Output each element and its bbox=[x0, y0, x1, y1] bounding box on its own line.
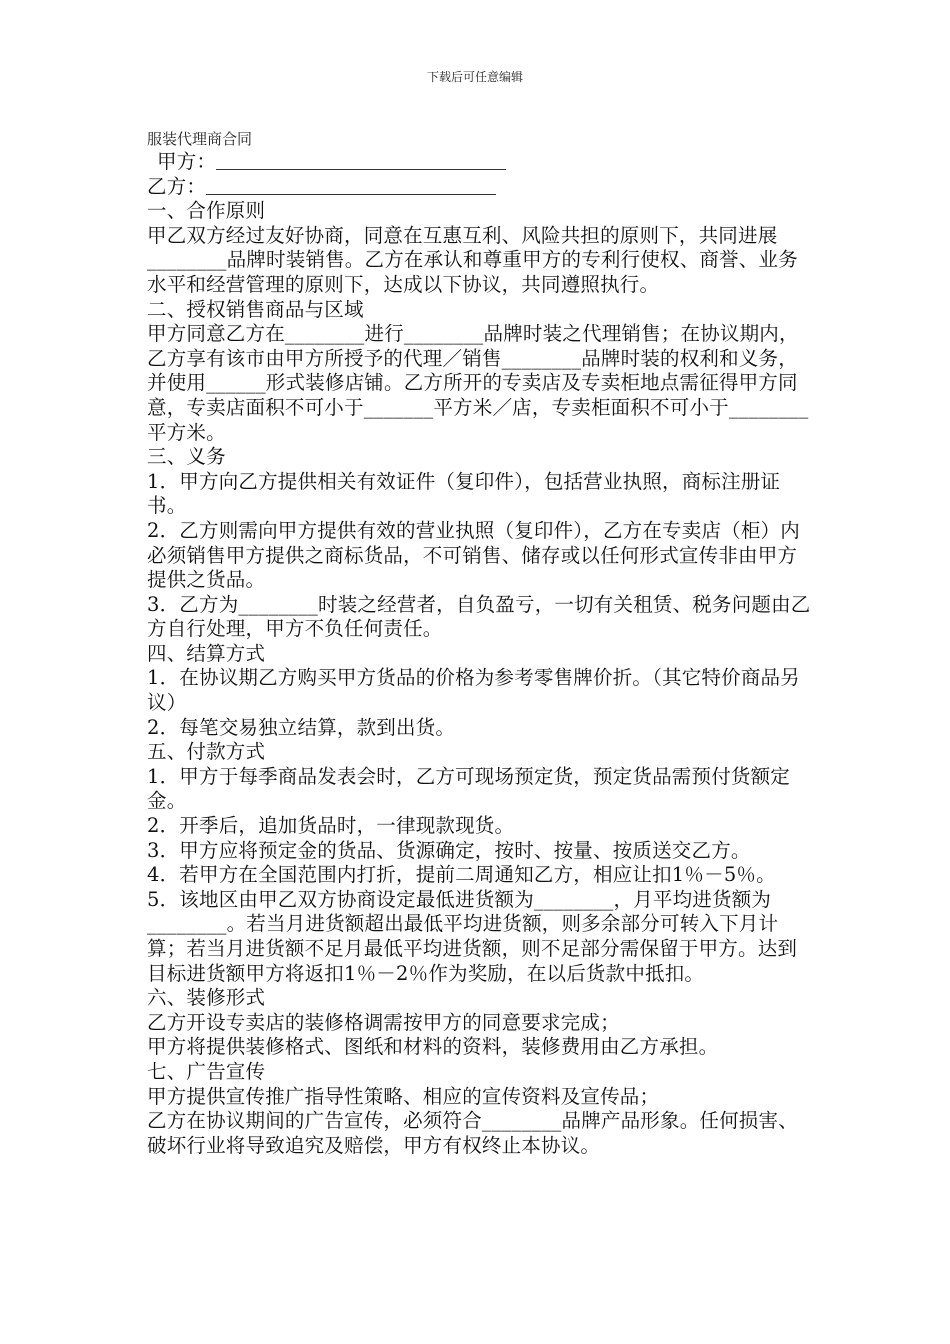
paragraph: 甲方将提供装修格式、图纸和材料的资料，装修费用由乙方承担。 bbox=[147, 1035, 719, 1059]
party-a-blank bbox=[216, 151, 506, 170]
paragraph: 甲方提供宣传推广指导性策略、相应的宣传资料及宣传品； bbox=[147, 1084, 660, 1108]
paragraph: 乙方在协议期间的广告宣传，必须符合________品牌产品形象。任何损害、破坏行业将导致追究及赔偿，甲方有权终止本协议。 bbox=[147, 1109, 798, 1157]
section-heading-3: 三、义务 bbox=[147, 445, 226, 469]
paragraph: 3．乙方为________时装之经营者，自负盈亏，一切有关租赁、税务问题由乙方自行处理，甲方不负任何责任。 bbox=[147, 592, 811, 641]
paragraph: 1．在协议期乙方购买甲方货品的价格为参考零售牌价折。（其它特价商品另议） bbox=[147, 666, 800, 715]
section-heading-6: 六、装修形式 bbox=[147, 986, 266, 1010]
paragraph: 5．该地区由甲乙双方协商设定最低进货额为________，月平均进货额为________。若当月进货额超出最低平均进货额，则多余部分可转入下月计算；若当月进货额不足月最低平均进货额，则不足部分需保留于甲方。达到目标进货额甲方将返扣1％－2％作为奖励，在以后货款中抵扣。 bbox=[147, 887, 798, 985]
section-heading-1: 一、合作原则 bbox=[147, 199, 266, 223]
paragraph: 2．每笔交易独立结算，款到出货。 bbox=[147, 715, 456, 739]
paragraph: 乙方开设专卖店的装修格调需按甲方的同意要求完成； bbox=[147, 1010, 620, 1034]
paragraph: 1．甲方向乙方提供相关有效证件（复印件），包括营业执照，商标注册证书。 bbox=[147, 469, 781, 518]
section-heading-2: 二、授权销售商品与区域 bbox=[147, 297, 364, 321]
document-title: 服装代理商合同 bbox=[147, 130, 253, 148]
paragraph: 2．开季后，追加货品时，一律现款现货。 bbox=[147, 814, 515, 838]
party-a-label: 甲方： bbox=[157, 150, 217, 173]
paragraph: 2．乙方则需向甲方提供有效的营业执照（复印件），乙方在专卖店（柜）内必须销售甲方提供之商标货品，不可销售、储存或以任何形式宣传非由甲方提供之货品。 bbox=[147, 518, 800, 592]
section-heading-4: 四、结算方式 bbox=[147, 641, 266, 665]
party-b-label: 乙方： bbox=[147, 174, 207, 198]
paragraph: 1．甲方于每季商品发表会时，乙方可现场预定货，预定货品需预付货额定金。 bbox=[147, 764, 791, 813]
party-b-blank bbox=[206, 176, 496, 195]
party-b-line bbox=[147, 175, 813, 200]
paragraph: 甲方同意乙方在________进行________品牌时装之代理销售；在协议期内，乙方享有该市由甲方所授予的代理／销售________品牌时装的权利和义务，并使用______形式装修店铺。乙方所开的专卖店及专卖柜地点需征得甲方同意，专卖店面积不可小于_______平方米／店，专卖柜面积不可小于________平方米。 bbox=[147, 322, 809, 444]
party-a-line bbox=[147, 150, 813, 175]
section-heading-7: 七、广告宣传 bbox=[147, 1059, 266, 1083]
header-note: 下载后可任意编辑 bbox=[426, 70, 523, 84]
paragraph: 甲乙双方经过友好协商，同意在互惠互利、风险共担的原则下，共同进展________品牌时装销售。乙方在承认和尊重甲方的专利行使权、商誉、业务水平和经营管理的原则下，达成以下协议，共同遵照执行。 bbox=[147, 223, 798, 296]
section-heading-5: 五、付款方式 bbox=[147, 740, 266, 764]
contract-body bbox=[147, 150, 813, 1158]
paragraph: 3．甲方应将预定金的货品、货源确定，按时、按量、按质送交乙方。 bbox=[147, 838, 751, 862]
paragraph: 4．若甲方在全国范围内打折，提前二周通知乙方，相应让扣1％－5％。 bbox=[147, 863, 776, 887]
